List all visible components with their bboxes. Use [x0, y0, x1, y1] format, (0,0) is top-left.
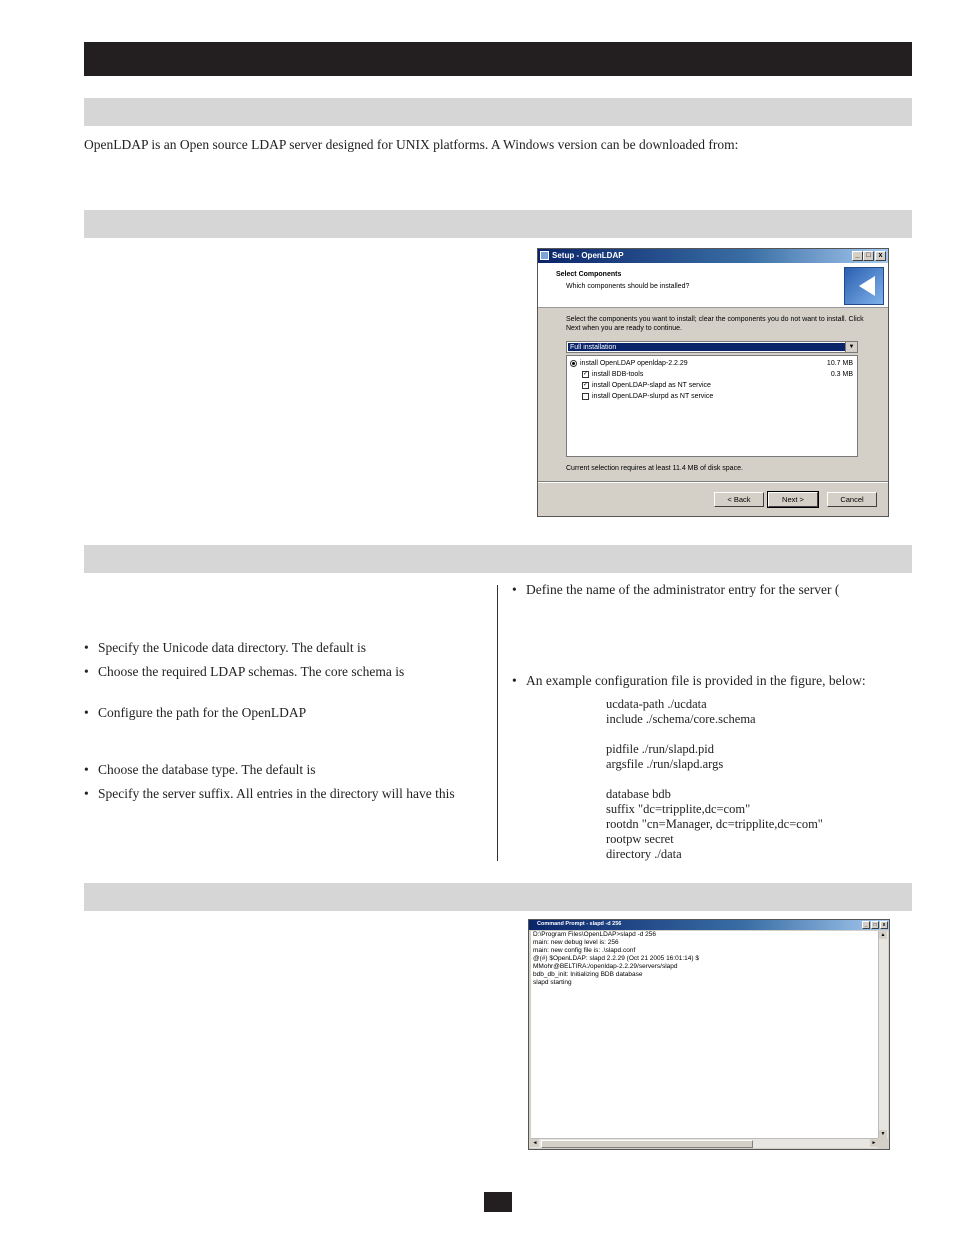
installation-type-select[interactable]: [566, 341, 858, 353]
list-item: • An example configuration file is provided in the figure, below:: [512, 673, 866, 688]
scroll-left-icon[interactable]: ◄: [532, 1140, 538, 1146]
scroll-right-icon[interactable]: ►: [871, 1140, 877, 1146]
console-line: main: new config file is: .\slapd.conf: [533, 947, 636, 954]
setup-computer-icon: [844, 267, 884, 305]
setup-header: [538, 263, 888, 308]
scroll-down-icon[interactable]: ▼: [880, 1131, 886, 1137]
section-bar-configuration: [84, 545, 912, 573]
console-line: slapd starting: [533, 979, 572, 986]
intro-text: OpenLDAP is an Open source LDAP server designed for UNIX platforms. A Windows version can be downloaded from:: [84, 137, 739, 152]
close-button[interactable]: x: [880, 921, 888, 929]
component-label: install BDB-tools: [592, 371, 644, 378]
components-list: [566, 355, 858, 457]
config-file-example: [606, 697, 823, 862]
config-line: rootpw secret: [606, 832, 674, 846]
command-titlebar: [529, 920, 889, 930]
setup-description: Select the components you want to install; clear the components you do not want to install. Click Next when you are ready to continue.: [566, 316, 864, 332]
horizontal-scrollbar[interactable]: [531, 1138, 878, 1148]
command-title: Command Prompt - slapd -d 256: [537, 921, 622, 927]
list-item: • Choose the database type. The default is: [84, 762, 316, 777]
list-item[interactable]: [567, 391, 857, 402]
component-radio[interactable]: [570, 360, 577, 367]
component-label: install OpenLDAP openldap-2.2.29: [580, 360, 688, 367]
config-line: ucdata-path ./ucdata: [606, 697, 707, 711]
list-item: • Configure the path for the OpenLDAP: [84, 705, 307, 720]
scroll-thumb[interactable]: [541, 1140, 753, 1148]
config-line: rootdn "cn=Manager, dc=tripplite,dc=com": [606, 817, 823, 831]
setup-window: [537, 248, 889, 517]
bullet-text: Define the name of the administrator entry for the server (: [526, 582, 840, 597]
list-item[interactable]: [567, 380, 857, 391]
section-bar-starting: [84, 883, 912, 911]
maximize-button[interactable]: □: [871, 921, 879, 929]
config-line: argsfile ./run/slapd.args: [606, 757, 724, 771]
setup-titlebar: [538, 249, 888, 263]
component-size: 0.3 MB: [830, 371, 853, 378]
config-line: pidfile ./run/slapd.pid: [606, 742, 714, 756]
next-button[interactable]: Next >: [768, 492, 818, 507]
command-prompt-window: [528, 919, 890, 1150]
config-line: database bdb: [606, 787, 671, 801]
bullet-text: Configure the path for the OpenLDAP: [98, 705, 307, 720]
bullet-text: An example configuration file is provided in the figure, below:: [526, 673, 866, 688]
close-button[interactable]: x: [875, 251, 886, 261]
bullet-text: Choose the database type. The default is: [98, 762, 316, 777]
bullet-text: Specify the Unicode data directory. The default is: [98, 640, 367, 655]
config-line: suffix "dc=tripplite,dc=com": [606, 802, 751, 816]
page-number-box: [484, 1192, 512, 1212]
list-item: • Choose the required LDAP schemas. The core schema is: [84, 664, 405, 679]
page-header-bar: [84, 42, 912, 76]
component-size: 10.7 MB: [826, 360, 853, 367]
setup-app-icon: [540, 251, 549, 260]
console-line: bdb_db_init: Initializing BDB database: [533, 971, 643, 978]
cancel-button[interactable]: Cancel: [827, 492, 877, 507]
list-item[interactable]: [567, 369, 857, 380]
bullet-text: Specify the server suffix. All entries in the directory will have this: [98, 786, 455, 801]
column-divider: [497, 585, 498, 861]
list-item: • Specify the Unicode data directory. The default is: [84, 640, 367, 655]
console-line: @(#) $OpenLDAP: slapd 2.2.29 (Oct 21 2005 16:01:14) $: [533, 955, 699, 962]
chevron-down-icon[interactable]: ▼: [845, 342, 857, 352]
console-line: main: new debug level is: 256: [533, 939, 619, 946]
minimize-button[interactable]: _: [852, 251, 863, 261]
maximize-button[interactable]: □: [863, 251, 874, 261]
config-line: directory ./data: [606, 847, 682, 861]
console-output: [531, 931, 878, 1138]
list-item: • Specify the server suffix. All entries in the directory will have this: [84, 786, 455, 801]
config-line: include ./schema/core.schema: [606, 712, 756, 726]
minimize-button[interactable]: _: [862, 921, 870, 929]
component-checkbox[interactable]: [582, 393, 589, 400]
back-button[interactable]: < Back: [714, 492, 764, 507]
scroll-up-icon[interactable]: ▲: [880, 932, 886, 938]
section-bar-overview: [84, 98, 912, 126]
console-line: D:\Program Files\OpenLDAP>slapd -d 256: [533, 931, 657, 938]
vertical-scrollbar[interactable]: [878, 931, 888, 1138]
installation-type-value: Full installation: [568, 343, 845, 351]
bullet-text: Choose the required LDAP schemas. The core schema is: [98, 664, 405, 679]
disk-space-requirement: Current selection requires at least 11.4 MB of disk space.: [566, 465, 743, 472]
component-checkbox[interactable]: ✓: [583, 371, 589, 377]
section-bar-installation: [84, 210, 912, 238]
list-item: • Define the name of the administrator entry for the server (: [512, 582, 840, 597]
setup-subheading: Which components should be installed?: [566, 283, 690, 290]
button-separator: [538, 481, 888, 483]
component-label: install OpenLDAP-slapd as NT service: [592, 382, 711, 389]
component-label: install OpenLDAP-slurpd as NT service: [592, 393, 714, 400]
component-checkbox[interactable]: ✓: [583, 382, 589, 388]
config-line: [606, 772, 823, 787]
setup-heading: Select Components: [556, 271, 622, 278]
config-line: [606, 727, 823, 742]
list-item[interactable]: [567, 358, 857, 369]
setup-title: Setup - OpenLDAP: [552, 251, 624, 260]
console-line: MMohr@BELTIRA:/openldap-2.2.29/servers/slapd: [533, 963, 678, 970]
